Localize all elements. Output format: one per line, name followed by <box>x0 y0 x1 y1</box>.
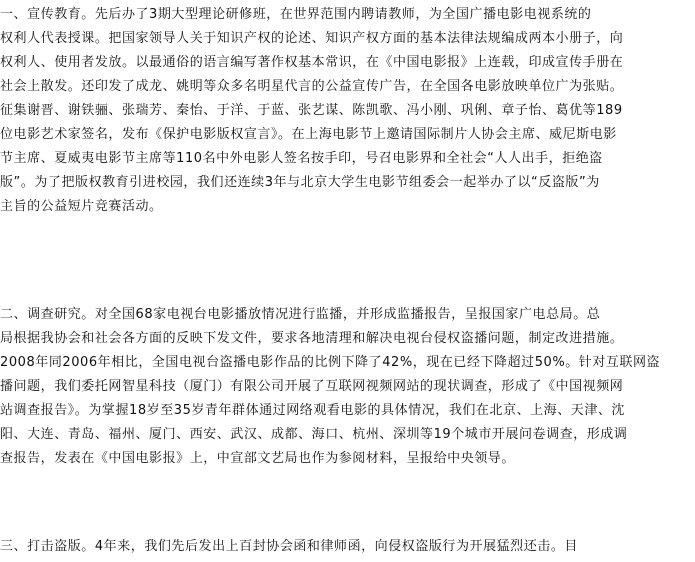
text-line: 站调查报告》。为掌握18岁至35岁青年群体通过网络观看电影的具体情况，我们在北京、上海、天津、沈 <box>0 403 625 418</box>
text-line: 社会上散发。还印发了成龙、姚明等众多名明星代言的公益宣传广告，在全国各电影放映单位广为张贴。 <box>0 79 624 94</box>
text-line: 二、调查研究。对全国68家电视台电影播放情况进行监播，并形成监播报告，呈报国家广电总局。总 <box>0 307 601 322</box>
text-line: 查报告，发表在《中国电影报》上，中宣部文艺局也作为参阅材料，呈报给中央领导。 <box>0 451 515 466</box>
text-line: 三、打击盗版。4年来，我们先后发出上百封协会函和律师函，向侵权盗版行为开展猛烈还击。目 <box>0 539 578 554</box>
text-line: 2008年同2006年相比，全国电视台盗播电影作品的比例下降了42%，现在已经下降超过50%。针对互联网盗 <box>0 355 661 370</box>
text-line: 局根据我协会和社会各方面的反映下发文件，要求各地清理和解决电视台侵权盗播问题，制定改进措施。 <box>0 331 624 346</box>
text-line: 一、宣传教育。先后办了3期大型理论研修班，在世界范围内聘请教师，为全国广播电影电视系统的 <box>0 7 592 22</box>
text-line: 位电影艺术家签名，发布《保护电影版权宣言》。在上海电影节上邀请国际制片人协会主席、威尼斯电影 <box>0 127 617 142</box>
text-line: 阳、大连、青岛、福州、厦门、西安、武汉、成都、海口、杭州、深圳等19个城市开展问卷调查，形成调 <box>0 427 628 442</box>
text-line: 版”。为了把版权教育引进校园，我们还连续3年与北京大学生电影节组委会一起举办了以“反盗版”为 <box>0 175 600 190</box>
text-line: 权利人、使用者发放。以最通俗的语言编写著作权基本常识，在《中国电影报》上连载，印成宣传手册在 <box>0 55 624 70</box>
text-line: 主旨的公益短片竞赛活动。 <box>0 199 163 214</box>
text-line: 权利人代表授课。把国家领导人关于知识产权的论述、知识产权方面的基本法律法规编成两本小册子，向 <box>0 31 624 46</box>
text-line: 节主席、夏威夷电影节主席等110名中外电影人签名按手印，号召电影界和全社会“人人出手，拒绝盗 <box>0 151 603 166</box>
text-line: 播问题，我们委托网智星科技（厦门）有限公司开展了互联网视频网站的现状调查，形成了《中国视频网 <box>0 379 624 394</box>
text-line: 征集谢晋、谢铁骊、张瑞芳、秦怡、于洋、于蓝、张艺谋、陈凯歌、冯小刚、巩俐、章子怡、葛优等189 <box>0 103 623 118</box>
